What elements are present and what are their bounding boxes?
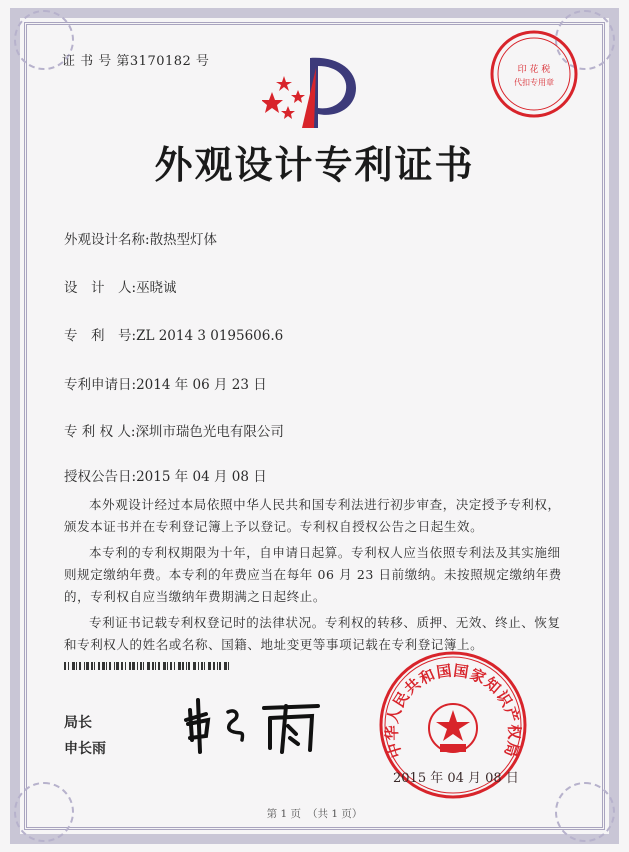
filing-date-value: 2014 年 06 月 23 日 [136,377,267,393]
page-current: 第 1 页 [266,808,301,820]
certificate-body [64,494,564,660]
designer-row [64,276,177,296]
designer-value: 巫晓诚 [136,280,177,296]
certificate-title: 外观设计专利证书 [154,143,475,187]
design-name-row [64,228,217,248]
logo-star-1 [262,92,283,113]
patent-number-row [64,324,283,344]
designer-label: 设 计 人: [64,280,137,296]
barcode [64,662,314,670]
patentee-label: 专 利 权 人: [64,424,136,440]
page-total: （共 1 页） [307,808,363,820]
patent-number-value: ZL 2014 3 0195606.6 [136,328,284,344]
director-title: 局长 [64,715,92,731]
logo-star-4 [291,90,305,103]
certificate-number: 证 书 号 第3170182 号 [62,54,210,69]
body-paragraph-1: 本外观设计经过本局依照中华人民共和国专利法进行初步审查，决定授予专利权，颁发本证书并在专利登记簿上予以登记。专利权自授权公告之日起生效。 [64,497,561,534]
svg-text:中华人民共和国国家知识产权局: 中华人民共和国国家知识产权局 [382,661,524,760]
page-number [0,806,629,821]
design-name-value: 散热型灯体 [149,232,218,248]
grant-date-label: 授权公告日: [64,469,137,485]
filing-date-row [64,373,267,393]
tax-stamp-seal [488,28,580,120]
patentee-row [64,420,284,440]
svg-text:印 花 税: 印 花 税 [517,65,551,75]
director-signature [178,690,328,760]
grant-date-row [64,465,267,485]
patent-number-label: 专 利 号: [64,328,137,344]
body-paragraph-2: 本专利的专利权期限为十年，自申请日起算。专利权人应当依照专利法及其实施细则规定缴纳年费。本专利的年费应当在每年 06 月 23 日前缴纳。未按照规定缴纳年费的，专利权自应当缴纳年费期满之日起终止。 [64,545,562,604]
patentee-value: 深圳市瑞色光电有限公司 [135,424,284,440]
svg-text:代扣专用章: 代扣专用章 [514,78,554,87]
director-name: 申长雨 [64,741,106,757]
logo-star-3 [281,106,295,119]
seal-date: 2015 年 04 月 08 日 [393,771,519,786]
grant-date-value: 2015 年 04 月 08 日 [136,469,267,485]
filing-date-label: 专利申请日: [64,377,137,393]
logo-p-shape [310,58,356,128]
logo-star-2 [276,76,292,91]
design-name-label: 外观设计名称: [64,232,150,248]
body-paragraph-3: 专利证书记载专利权登记时的法律状况。专利权的转移、质押、无效、终止、恢复和专利权人的姓名或名称、国籍、地址变更等事项记载在专利登记簿上。 [64,615,561,652]
patent-office-logo [262,54,362,134]
